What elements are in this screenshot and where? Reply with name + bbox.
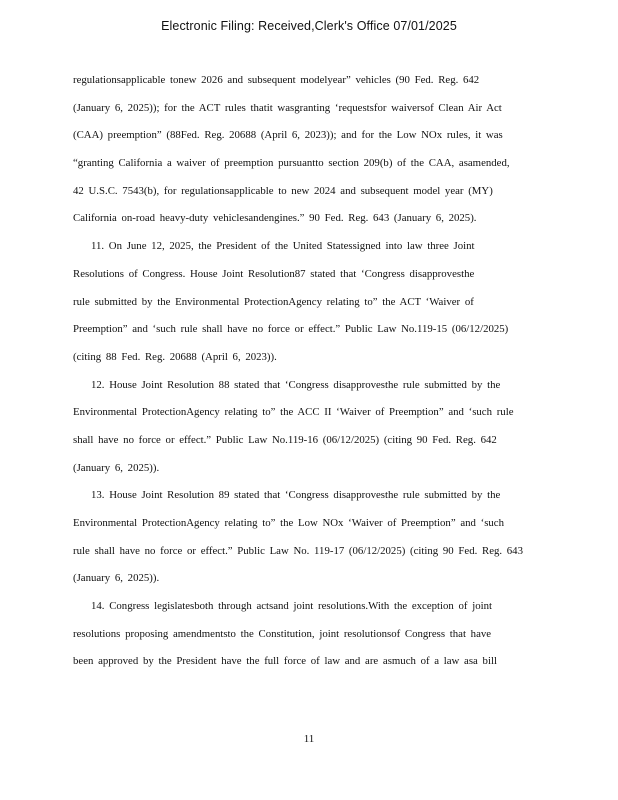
paragraph-12-start: 12. House Joint Resolution 88 stated that ‘Congress disapprovesthe rule submitted by the [91,378,501,391]
paragraph-14-start: 14. Congress legislatesboth through actsand joint resolutions.With the exception of joint [91,600,492,613]
body-line: rule shall have no force or effect.” Public Law No. 119-17 (06/12/2025) (citing 90 Fed. Reg. 643 [73,544,523,557]
body-line: Environmental ProtectionAgency relating to” the Low NOx ‘Waiver of Preemption” and ‘such [73,517,504,529]
body-line: Resolutions of Congress. House Joint Resolution87 stated that ‘Congress disapprovesthe [73,267,475,280]
page-number: 11 [303,733,315,745]
paragraph-11-start: 11. On June 12, 2025, the President of the United Statessigned into law three Joint [91,240,475,253]
paragraph-13-start: 13. House Joint Resolution 89 stated that ‘Congress disapprovesthe rule submitted by the [91,489,501,502]
body-line: (citing 88 Fed. Reg. 20688 (April 6, 2023)). [73,350,277,363]
body-line: Environmental ProtectionAgency relating to” the ACC II ‘Waiver of Preemption” and ‘such rule [73,406,514,419]
body-line: rule submitted by the Environmental ProtectionAgency relating to” the ACT ‘Waiver of [73,295,474,308]
body-line: Preemption” and ‘such rule shall have no force or effect.” Public Law No.119-15 (06/12/2025) [73,323,509,336]
body-line: shall have no force or effect.” Public Law No.119-16 (06/12/2025) (citing 90 Fed. Reg. 642 [73,433,497,446]
body-line: “granting California a waiver of preemption pursuantto section 209(b) of the CAA, asamended, [73,157,510,170]
body-line: 42 U.S.C. 7543(b), for regulationsapplicable to new 2024 and subsequent model year (MY) [73,184,493,197]
body-line: (CAA) preemption” (88Fed. Reg. 20688 (April 6, 2023)); and for the Low NOx rules, it was [73,129,503,142]
body-line: (January 6, 2025)). [73,461,160,474]
body-line: resolutions proposing amendmentsto the Constitution, joint resolutionsof Congress that have [73,627,492,640]
document-body [73,70,543,679]
body-line: (January 6, 2025)). [73,572,160,585]
body-line: regulationsapplicable tonew 2026 and subsequent modelyear” vehicles (90 Fed. Reg. 642 [73,74,480,86]
filing-stamp-header: Electronic Filing: Received,Clerk's Office 07/01/2025 [161,19,457,33]
body-line: California on-road heavy-duty vehiclesandengines.” 90 Fed. Reg. 643 (January 6, 2025). [73,212,477,225]
body-line: (January 6, 2025)); for the ACT rules thatit wasgranting ‘requestsfor waiversof Clean Air Act [73,101,502,114]
body-line: been approved by the President have the full force of law and are asmuch of a law asa bill [73,655,497,668]
